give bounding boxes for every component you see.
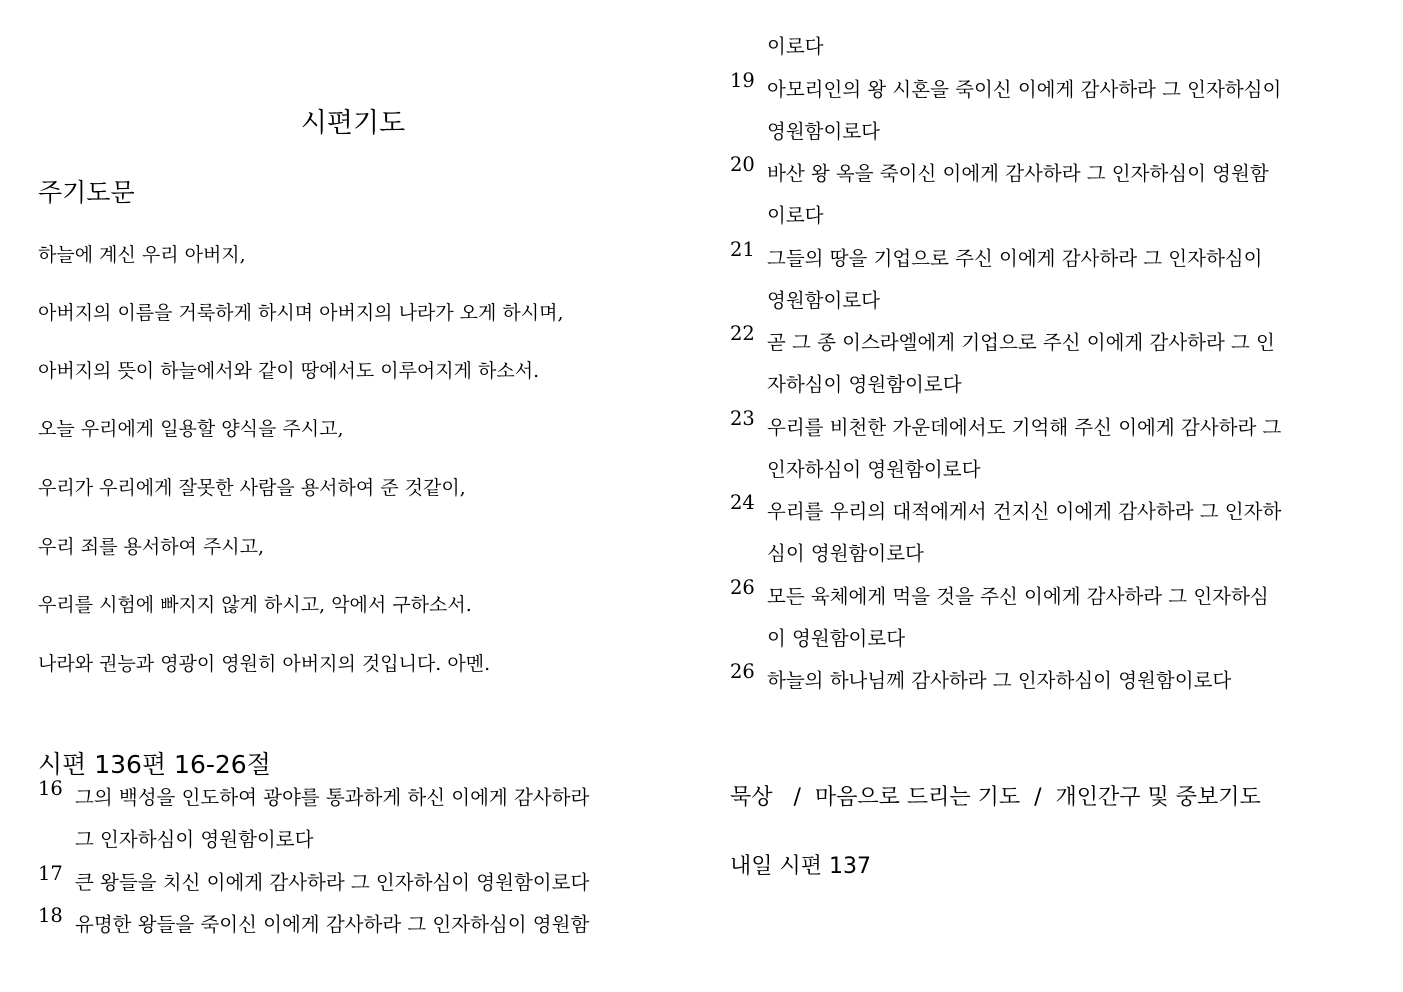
verse-20	[730, 153, 1390, 237]
verse-text: 큰 왕들을 치신 이에게 감사하라 그 인자하심이 영원함이로다	[75, 871, 590, 894]
verse-number: 20	[730, 153, 755, 176]
tomorrow-reading: 내일 시편 137	[730, 854, 871, 879]
verse-number: 18	[38, 904, 63, 927]
prayer-line: 우리를 시험에 빠지지 않게 하시고, 악에서 구하소서.	[38, 594, 472, 616]
prayer-line: 아버지의 뜻이 하늘에서와 같이 땅에서도 이루어지게 하소서.	[38, 360, 540, 382]
devotion-activities: 묵상 / 마음으로 드리는 기도 / 개인간구 및 중보기도	[730, 785, 1261, 810]
verse-text: 영원함이로다	[767, 289, 881, 312]
verse-number: 21	[730, 238, 755, 261]
verse-24	[730, 491, 1390, 575]
verse-25	[730, 576, 1390, 660]
verse-number: 23	[730, 407, 755, 430]
verse-18	[38, 904, 698, 946]
verse-16	[38, 777, 698, 861]
verse-text: 바산 왕 옥을 죽이신 이에게 감사하라 그 인자하심이 영원함	[767, 162, 1269, 185]
verse-number: 26	[730, 576, 755, 599]
verse-19	[730, 69, 1390, 153]
verse-text: 우리를 비천한 가운데에서도 기억해 주신 이에게 감사하라 그	[767, 416, 1282, 439]
verse-text: 하늘의 하나님께 감사하라 그 인자하심이 영원함이로다	[767, 669, 1232, 692]
verse-number: 24	[730, 491, 755, 514]
verse-26	[730, 660, 1390, 702]
verse-text: 이로다	[767, 35, 824, 58]
verse-text: 이로다	[767, 204, 824, 227]
prayer-line: 오늘 우리에게 일용할 양식을 주시고,	[38, 418, 344, 440]
psalm-heading: 시편 136편 16-26절	[38, 750, 271, 779]
verse-number: 22	[730, 322, 755, 345]
page-title: 시편기도	[300, 108, 406, 139]
verse-text: 유명한 왕들을 죽이신 이에게 감사하라 그 인자하심이 영원함	[75, 913, 590, 936]
verse-text: 자하심이 영원함이로다	[767, 373, 962, 396]
verse-text: 우리를 우리의 대적에게서 건지신 이에게 감사하라 그 인자하	[767, 500, 1282, 523]
verse-number: 17	[38, 862, 63, 885]
prayer-line: 우리가 우리에게 잘못한 사람을 용서하여 준 것같이,	[38, 477, 466, 499]
verse-23	[730, 407, 1390, 491]
verse-number: 26	[730, 660, 755, 683]
verse-text: 심이 영원함이로다	[767, 542, 924, 565]
verse-text: 그 인자하심이 영원함이로다	[75, 828, 314, 851]
verse-text: 그들의 땅을 기업으로 주신 이에게 감사하라 그 인자하심이	[767, 247, 1263, 270]
verse-text: 모든 육체에게 먹을 것을 주신 이에게 감사하라 그 인자하심	[767, 585, 1269, 608]
verse-text: 그의 백성을 인도하여 광야를 통과하게 하신 이에게 감사하라	[75, 786, 590, 809]
prayer-line: 나라와 권능과 영광이 영원히 아버지의 것입니다. 아멘.	[38, 653, 491, 675]
verse-18-continuation	[730, 26, 1390, 68]
verse-number: 16	[38, 777, 63, 800]
prayer-line: 아버지의 이름을 거룩하게 하시며 아버지의 나라가 오게 하시며,	[38, 302, 564, 324]
verse-text: 이 영원함이로다	[767, 627, 906, 650]
prayer-line: 우리 죄를 용서하여 주시고,	[38, 536, 265, 558]
verse-text: 영원함이로다	[767, 120, 881, 143]
verse-text: 아모리인의 왕 시혼을 죽이신 이에게 감사하라 그 인자하심이	[767, 78, 1282, 101]
verse-number: 19	[730, 69, 755, 92]
verse-17	[38, 862, 698, 904]
verse-text: 곧 그 종 이스라엘에게 기업으로 주신 이에게 감사하라 그 인	[767, 331, 1275, 354]
verse-text: 인자하심이 영원함이로다	[767, 458, 981, 481]
verse-21	[730, 238, 1390, 322]
prayer-line: 하늘에 계신 우리 아버지,	[38, 244, 246, 266]
verse-22	[730, 322, 1390, 406]
lords-prayer-heading: 주기도문	[38, 178, 135, 207]
